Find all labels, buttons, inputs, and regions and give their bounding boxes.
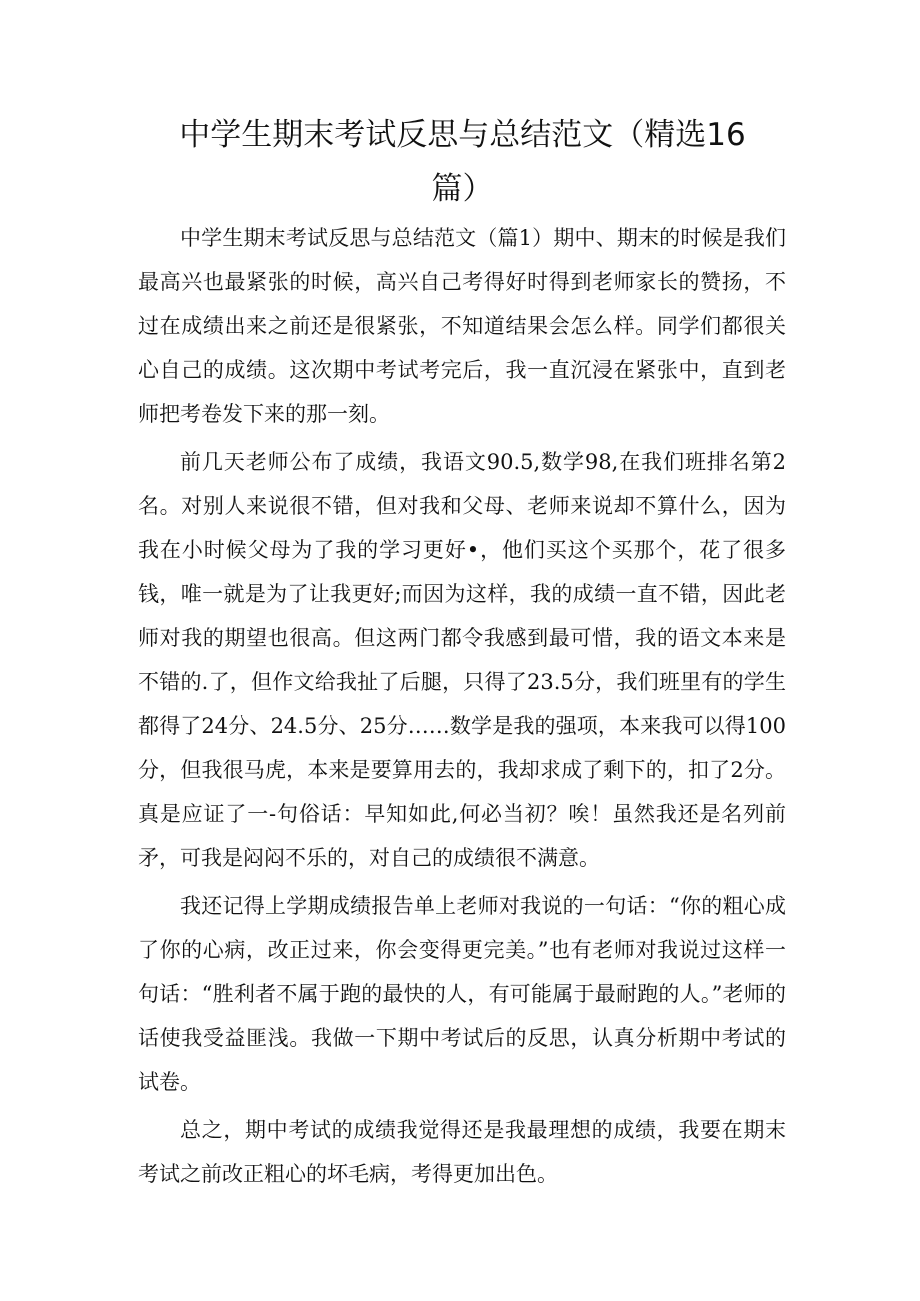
paragraph-1: 中学生期末考试反思与总结范文（篇1）期中、期末的时候是我们最高兴也最紧张的时候，高兴自己考得好时得到老师家长的赞扬，不过在成绩出来之前还是很紧张，不知道结果会怎么样。同学们都很关心自己的成绩。这次期中考试考完后，我一直沉浸在紧张中，直到老师把考卷发下来的那一刻。 [138,226,786,426]
paragraph-2: 前几天老师公布了成绩，我语文90.5,数学98,在我们班排名第2名。对别人来说很不错，但对我和父母、老师来说却不算什么，因为我在小时候父母为了我的学习更好•，他们买这个买那个，花了很多钱，唯一就是为了让我更好;而因为这样，我的成绩一直不错，因此老师对我的期望也很高。但这两门都令我感到最可惜，我的语文本来是不错的.了，但作文给我扯了后腿，只得了23.5分，我们班里有的学生都得了24分、24.5分、25分……数学是我的强项，本来我可以得100分，但我很马虎，本来是要算用去的，我却求成了剩下的，扣了2分。真是应证了一-句俗话：早知如此,何必当初？唉！虽然我还是名列前矛，可我是闷闷不乐的，对自己的成绩很不满意。 [138,450,786,870]
title-line-2: 篇） [431,171,494,207]
paragraph-4: 总之，期中考试的成绩我觉得还是我最理想的成绩，我要在期末考试之前改正粗心的坏毛病，考得更加出色。 [138,1118,786,1186]
document-body [138,216,786,1200]
title-line-1: 中学生期末考试反思与总结范文（精选16 [179,117,746,153]
document-title [140,108,785,216]
paragraph-3: 我还记得上学期成绩报告单上老师对我说的一句话：“你的粗心成了你的心病，改正过来，你会变得更完美。”也有老师对我说过这样一句话：“胜利者不属于跑的最快的人，有可能属于最耐跑的人。”老师的话使我受益匪浅。我做一下期中考试后的反思，认真分析期中考试的试卷。 [138,894,786,1094]
